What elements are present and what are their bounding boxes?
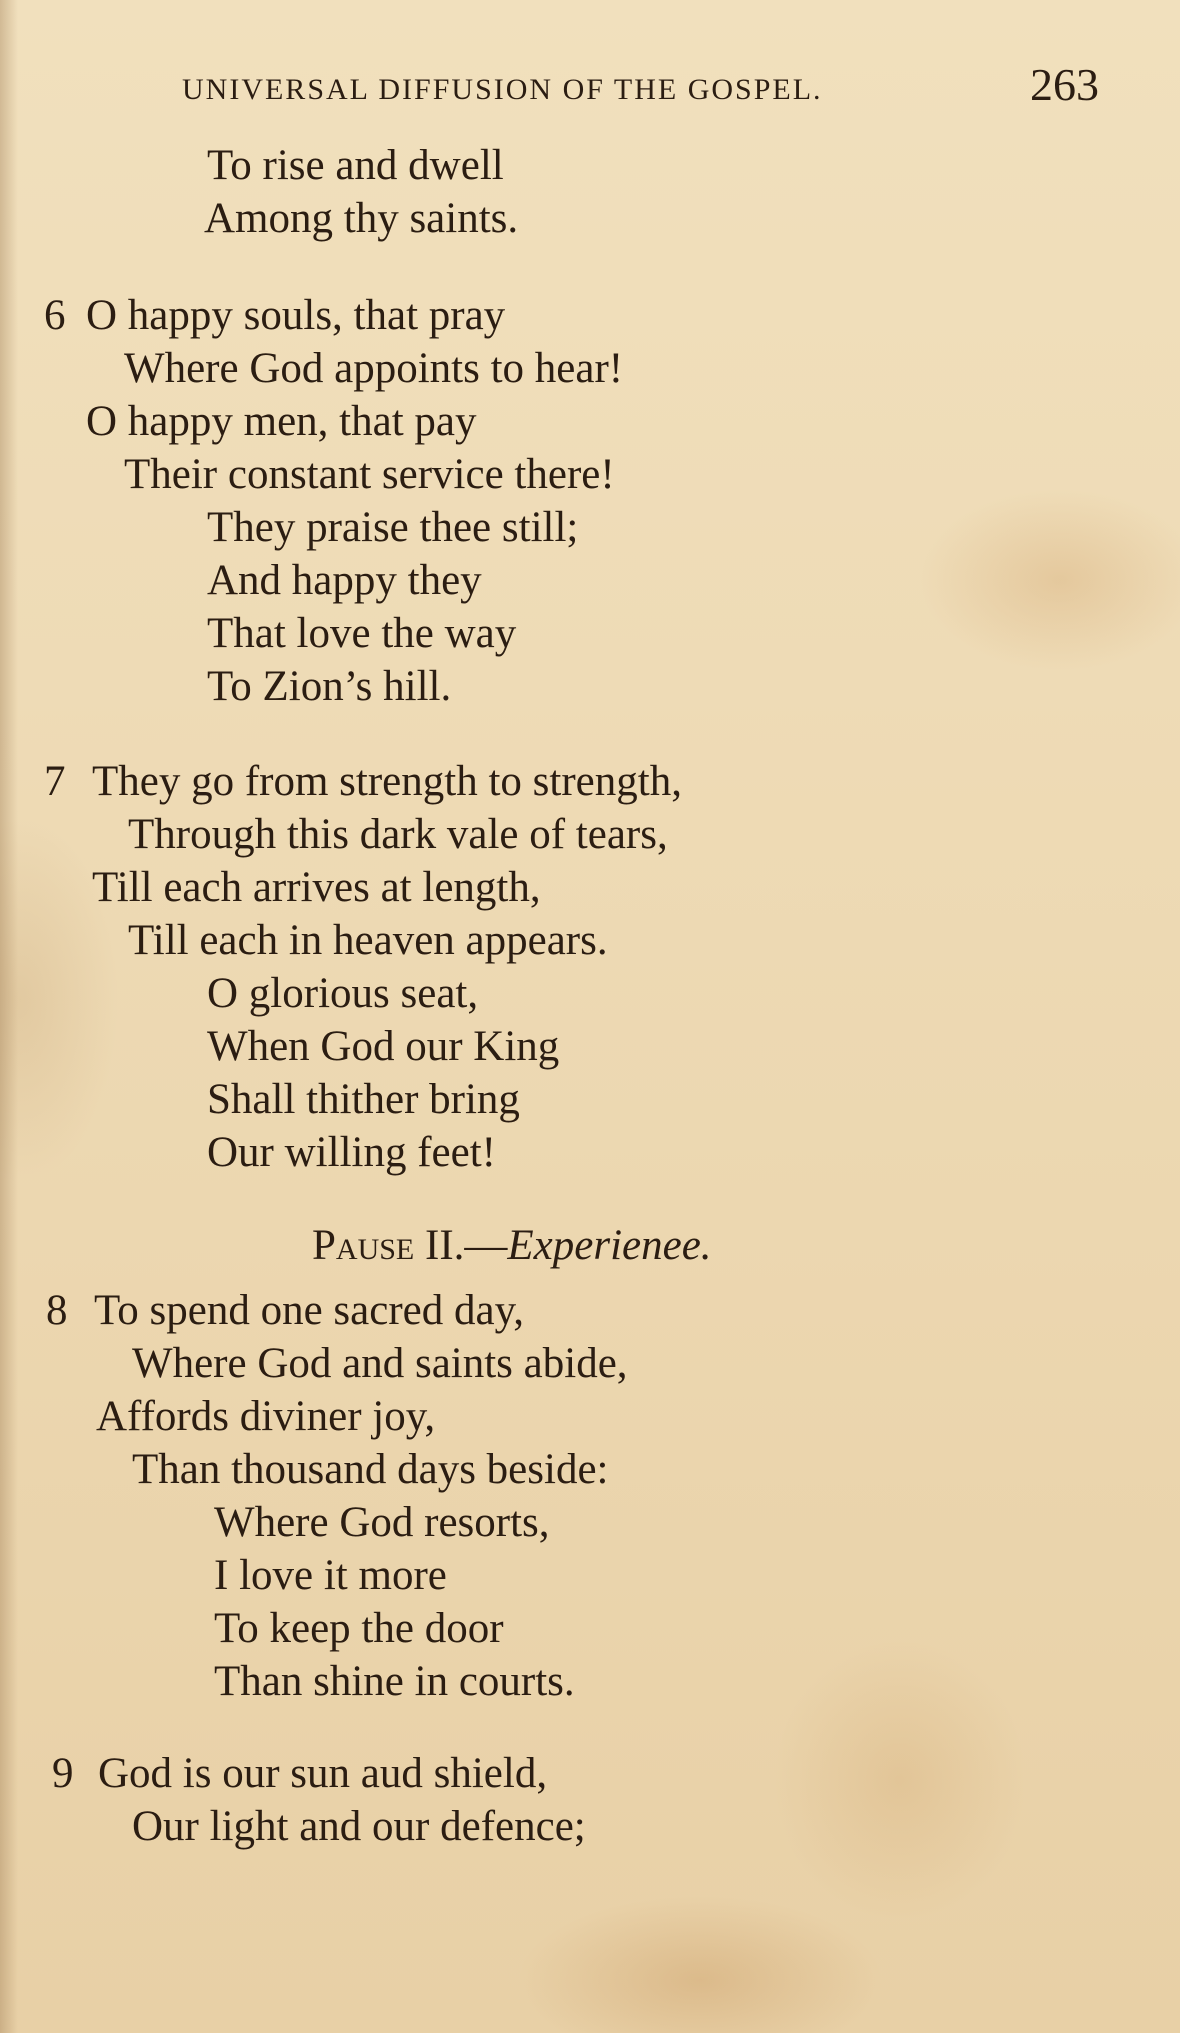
verse-line: To Zion’s hill. (207, 663, 452, 710)
verse-line: To spend one sacred day, (94, 1287, 525, 1334)
verse-line: Through this dark vale of tears, (128, 811, 668, 858)
stanza-number: 6 (44, 292, 66, 339)
verse-line: Our willing feet! (207, 1129, 496, 1176)
verse-line: O happy men, that pay (86, 398, 477, 445)
verse-line: To rise and dwell (207, 142, 504, 189)
stanza-number: 8 (46, 1287, 68, 1334)
pause-dash: — (464, 1222, 508, 1269)
page-binding-shadow (0, 0, 18, 2033)
stanza-number: 7 (44, 758, 66, 805)
verse-line: Our light and our defence; (132, 1803, 586, 1850)
verse-line: When God our King (207, 1023, 560, 1070)
verse-line: Than shine in courts. (214, 1658, 575, 1705)
verse-line: Where God resorts, (214, 1499, 550, 1546)
verse-line: Than thousand days beside: (132, 1446, 609, 1493)
pause-label: Pause II. (312, 1222, 465, 1269)
page-number: 263 (1030, 59, 1099, 110)
stanza-number: 9 (52, 1750, 74, 1797)
verse-line: Among thy saints. (204, 195, 519, 242)
verse-line: God is our sun aud shield, (98, 1750, 548, 1797)
verse-line: They go from strength to strength, (92, 758, 682, 805)
verse-line: Till each in heaven appears. (128, 917, 608, 964)
running-title: UNIVERSAL DIFFUSION OF THE GOSPEL. (182, 73, 823, 106)
verse-line: To keep the door (214, 1605, 504, 1652)
verse-line: Shall thither bring (207, 1076, 520, 1123)
pause-title: Experienee. (507, 1222, 712, 1269)
verse-line: Their constant service there! (124, 451, 615, 498)
verse-line: O glorious seat, (207, 970, 479, 1017)
verse-line: Where God appoints to hear! (124, 345, 624, 392)
verse-line: Till each arrives at length, (92, 864, 541, 911)
section-heading (312, 1220, 712, 1272)
verse-line: I love it more (214, 1552, 447, 1599)
verse-line: Where God and saints abide, (132, 1340, 628, 1387)
verse-line: They praise thee still; (207, 504, 579, 551)
verse-line: That love the way (207, 610, 517, 657)
verse-line: And happy they (207, 557, 482, 604)
verse-line: Affords diviner joy, (96, 1393, 436, 1440)
verse-line: O happy souls, that pray (86, 292, 506, 339)
